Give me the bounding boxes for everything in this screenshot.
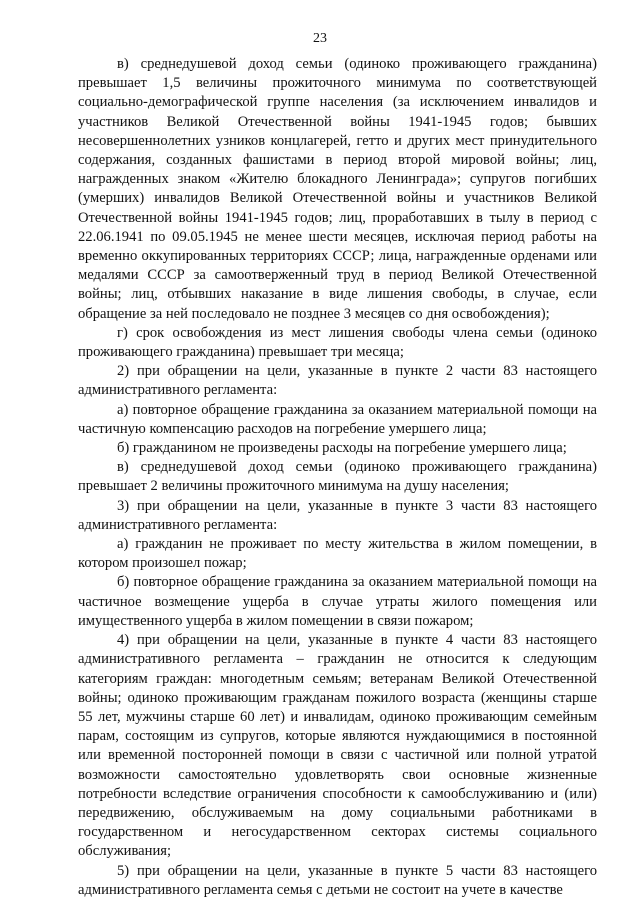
paragraph-3b-repeat-request: б) повторное обращение гражданина за оказанием материальной помощи на частичное возмещение ущерба в случае утраты жилого помещения или имущественного ущерба в жилом помещении в связи пожаром; — [78, 574, 597, 629]
page-number: 23 — [313, 31, 327, 46]
paragraph-item-5: 5) при обращении на цели, указанные в пункте 5 части 83 настоящего административного регламента семья с детьми не состоит на учете в качестве — [78, 862, 597, 898]
paragraph-item-3: 3) при обращении на цели, указанные в пункте 3 части 83 настоящего административного регламента: — [78, 497, 597, 533]
document-body — [78, 55, 597, 900]
paragraph-2b-no-expenses: б) гражданином не произведены расходы на погребение умершего лица; — [117, 440, 567, 457]
paragraph-item-4: 4) при обращении на цели, указанные в пункте 4 части 83 настоящего административного регламента – гражданин не относится к следующим категориям граждан: многодетным семьям; ветеранам Великой Отечественной войны; одиноко проживающим гражданам пожилого возраста (женщины старше 55 лет, мужчины старше 60 лет) и инвалидам, одиноко проживающим семейным парам, состоящим из супругов, которые являются нуждающимися в постоянной или временной посторонней помощи в связи с частичной или полной утратой возможности самостоятельно удовлетворять свои основные жизненные потребности вследствие ограничения способности к самообслуживанию и (или) передвижению, обслуживаемым на дому социальными работниками в государственном и негосударственном секторах системы социального обслуживания; — [78, 632, 597, 860]
paragraph-3a-residence: а) гражданин не проживает по месту жительства в жилом помещении, в котором произошел пожар; — [78, 536, 597, 572]
paragraph-2v-income: в) среднедушевой доход семьи (одиноко проживающего гражданина) превышает 2 величины прожиточного минимума на душу населения; — [78, 459, 597, 495]
paragraph-3g-release-term: г) срок освобождения из мест лишения свободы члена семьи (одиноко проживающего гражданина) превышает три месяца; — [78, 324, 597, 361]
paragraph-item-2: 2) при обращении на цели, указанные в пункте 2 части 83 настоящего административного регламента: — [78, 363, 597, 399]
paragraph-3v-income: в) среднедушевой доход семьи (одиноко проживающего гражданина) превышает 1,5 величины прожиточного минимума по соответствующей социально-демографической группе населения (за исключением инвалидов и участников Великой Отечественной войны 1941-1945 годов; бывших несовершеннолетних узников концлагерей, гетто и других мест принудительного содержания, созданных фашистами в период второй мировой войны; лиц, награжденных знаком «Жителю блокадного Ленинграда»; супругов погибших (умерших) инвалидов Великой Отечественной войны и участников Великой Отечественной войны 1941-1945 годов; лиц, проработавших в тылу в период с 22.06.1941 по 09.05.1945 не менее шести месяцев, исключая период работы на временно оккупированных территориях СССР; лица, награжденные орденами или медалями СССР за самоотверженный труд в период Великой Отечественной войны; лиц, отбывших наказание в виде лишения свободы, в случае, если обращение за ней последовало не позднее 3 месяцев со дня освобождения); — [78, 56, 597, 322]
paragraph-2a-repeat-request: а) повторное обращение гражданина за оказанием материальной помощи на частичную компенсацию расходов на погребение умершего лица; — [78, 401, 597, 437]
